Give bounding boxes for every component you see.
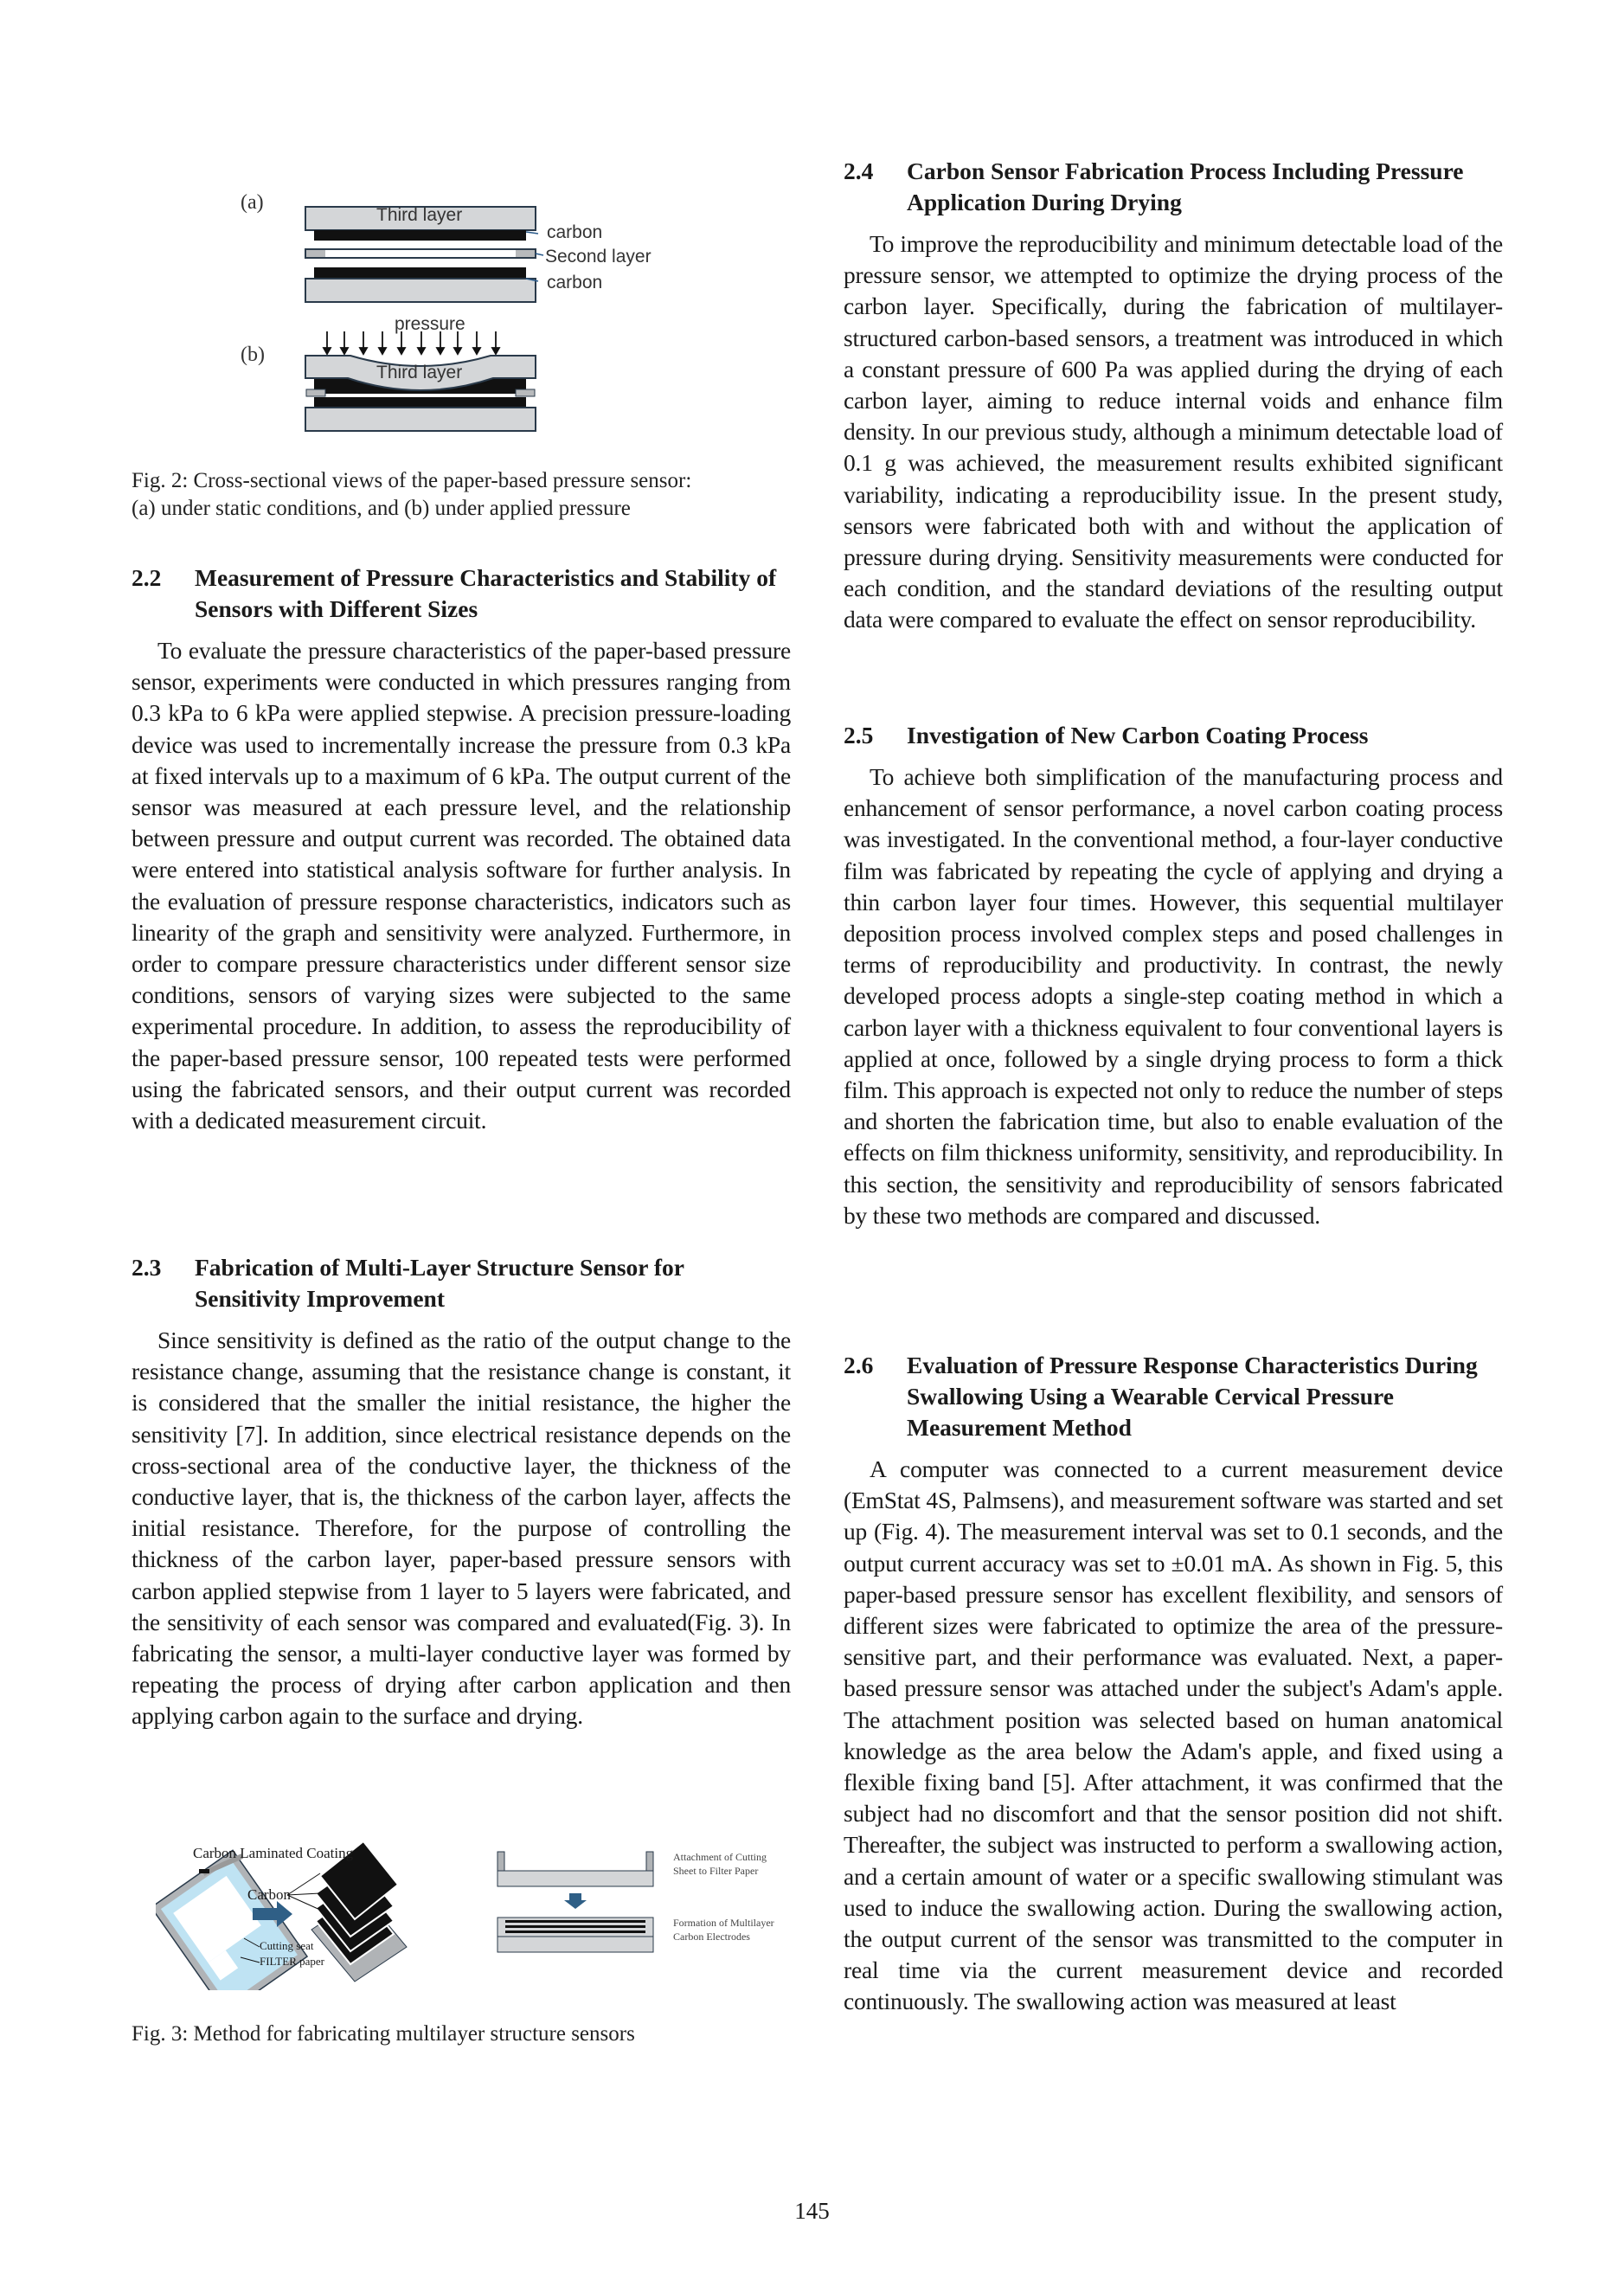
section-title: Measurement of Pressure Characteristics and Stability of Sensors with Different Sizes <box>195 564 777 622</box>
section-heading <box>844 156 1503 218</box>
fig3-step1-label: Attachment of Cutting Sheet to Filter Paper <box>673 1851 767 1877</box>
figure-3 <box>156 1826 805 1990</box>
section-title: Carbon Sensor Fabrication Process Including Pressure Application During Drying <box>907 157 1464 215</box>
section-2-6 <box>844 1350 1503 2018</box>
third-layer-label: Third layer <box>376 205 463 225</box>
fig3-step2-label: Formation of Multilayer Carbon Electrodes <box>673 1917 774 1943</box>
section-number: 2.3 <box>132 1254 162 1281</box>
section-number: 2.2 <box>132 564 162 591</box>
section-heading <box>132 562 791 625</box>
section-title: Investigation of New Carbon Coating Process <box>907 722 1369 748</box>
paragraph: A computer was connected to a current measurement device (EmStat 4S, Palmsens), and measurement software was started and set up (Fig. 4). The measurement interval was set to 0.1 seconds, and the output current accuracy was set to ±0.01 mA. As shown in Fig. 5, this paper-based pressure sensor has excellent flexibility, and sensors of different sizes were fabricated to optimize the area of the pressure-sensitive part, and their performance was evaluated. Next, a paper-based pressure sensor was attached under the subject's Adam's apple. The attachment position was selected based on human anatomical knowledge as the area below the Adam's apple, and fixed using a flexible fixing band [5]. After attachment, it was confirmed that the subject had no discomfort and that the sensor position did not shift. Thereafter, the subject was instructed to perform a swallowing action, and a certain amount of water or a specific swallowing stimulant was used to induce the swallowing action. During the swallowing action, the output current of the sensor was transmitted to the computer in real time via the current measurement device and recorded continuously. The swallowing action was measured at least <box>844 1455 1503 2015</box>
figure-3-caption: Fig. 3: Method for fabricating multilayer structure sensors <box>132 2022 635 2046</box>
paragraph: Since sensitivity is defined as the ratio of the output change to the resistance change, assuming that the resistance change is constant, it is considered that the smaller the initial resistance, the higher the sensitivity [7]. In addition, since electrical resistance depends on the cross-sectional area of the conductive layer, the thickness of the conductive layer, that is, the thickness of the carbon layer, affects the initial resistance. Therefore, for the purpose of controlling the thickness of the carbon layer, paper-based pressure sensors with carbon applied stepwise from 1 layer to 5 layers were fabricated, and the sensitivity of each sensor was compared and evaluated(Fig. 3). In fabricating the sensor, a multi-layer conductive layer was formed by repeating the process of drying after carbon application and then applying carbon again to the surface and drying. <box>132 1327 791 1730</box>
carbon-bottom-label: carbon <box>547 273 603 292</box>
section-number: 2.5 <box>844 722 874 748</box>
paragraph: To evaluate the pressure characteristics of the paper-based pressure sensor, experiments were conducted in which pressures ranging from 0.3 kPa to 6 kPa were applied stepwise. A precision pressure-loading device was used to incrementally increase the pressure from 0.3 kPa at fixed intervals up to a maximum of 6 kPa. The output current of the sensor was measured at each pressure level, and the relationship between pressure and output current was recorded. The obtained data were entered into statistical analysis software for further analysis. In the evaluation of pressure response characteristics, indicators such as linearity of the graph and sensitivity were analyzed. Furthermore, in order to compare pressure characteristics under different sensor size conditions, sensors of varying sizes were subjected to the same experimental procedure. In addition, to assess the reproducibility of the paper-based pressure sensor, 100 repeated tests were performed using the fabricated sensors, and their output current was recorded with a dedicated measurement circuit. <box>132 637 791 1134</box>
caption-line-2: (a) under static conditions, and (b) under applied pressure <box>132 497 631 520</box>
fig3-cutting-seat-label: Cutting seat <box>260 1939 314 1952</box>
section-2-3 <box>132 1252 791 1732</box>
panel-b-label: (b) <box>241 344 265 366</box>
page-number: 145 <box>794 2198 830 2224</box>
carbon-top-label: carbon <box>547 222 603 242</box>
fig3-filter-paper-label: FILTER paper <box>260 1955 324 1968</box>
section-heading <box>132 1252 791 1314</box>
panel-a-label: (a) <box>241 191 264 214</box>
pressure-label: pressure <box>395 314 465 334</box>
section-number: 2.6 <box>844 1352 874 1378</box>
second-layer-label: Second layer <box>545 247 652 267</box>
section-heading <box>844 1350 1503 1443</box>
fig3-carbon-label: Carbon <box>247 1886 292 1903</box>
section-2-4 <box>844 156 1503 636</box>
section-heading <box>844 720 1503 751</box>
caption-line-1: Fig. 2: Cross-sectional views of the paper-based pressure sensor: <box>132 469 692 492</box>
figure-2 <box>234 186 684 437</box>
section-number: 2.4 <box>844 157 874 184</box>
section-title: Evaluation of Pressure Response Characteristics During Swallowing Using a Wearable Cervical Pressure Measurement Method <box>907 1352 1478 1441</box>
fig3-title: Carbon Laminated Coating <box>193 1845 354 1861</box>
section-2-5 <box>844 720 1503 1231</box>
section-2-2 <box>132 562 791 1136</box>
paragraph: To achieve both simplification of the manufacturing process and enhancement of sensor performance, a novel carbon coating process was investigated. In the conventional method, a four-layer conductive film was fabricated by repeating the cycle of applying and drying a thin carbon layer four times. However, this sequential multilayer deposition process involved complex steps and posed challenges in terms of reproducibility and productivity. In contrast, the newly developed process adopts a single-step coating method in which a carbon layer with a thickness equivalent to four conventional layers is applied at once, followed by a single drying process to form a thick film. This approach is expected not only to reduce the number of steps and shorten the fabrication time, but also to enable evaluation of the effects on film thickness uniformity, sensitivity, and reproducibility. In this section, the sensitivity and reproducibility of sensors fabricated by these two methods are compared and discussed. <box>844 763 1503 1229</box>
figure-2-caption <box>132 467 806 523</box>
paragraph: To improve the reproducibility and minimum detectable load of the pressure sensor, we attempted to optimize the drying process of the carbon layer. Specifically, during the fabrication of multilayer-structured carbon-based sensors, a treatment was introduced in which a constant pressure of 600 Pa was applied during the drying of each carbon layer, aiming to reduce internal voids and enhance film density. In our previous study, although a minimum detectable load of 0.1 g was achieved, the measurement results exhibited significant variability, indicating a reproducibility issue. In the present study, sensors were fabricated both with and without the application of pressure during drying. Sensitivity measurements were conducted for each condition, and the standard deviations of the resulting output data were compared to evaluate the effect on sensor reproducibility. <box>844 230 1503 633</box>
section-title: Fabrication of Multi-Layer Structure Sensor for Sensitivity Improvement <box>195 1254 684 1312</box>
third-layer-b-label: Third layer <box>376 363 463 382</box>
